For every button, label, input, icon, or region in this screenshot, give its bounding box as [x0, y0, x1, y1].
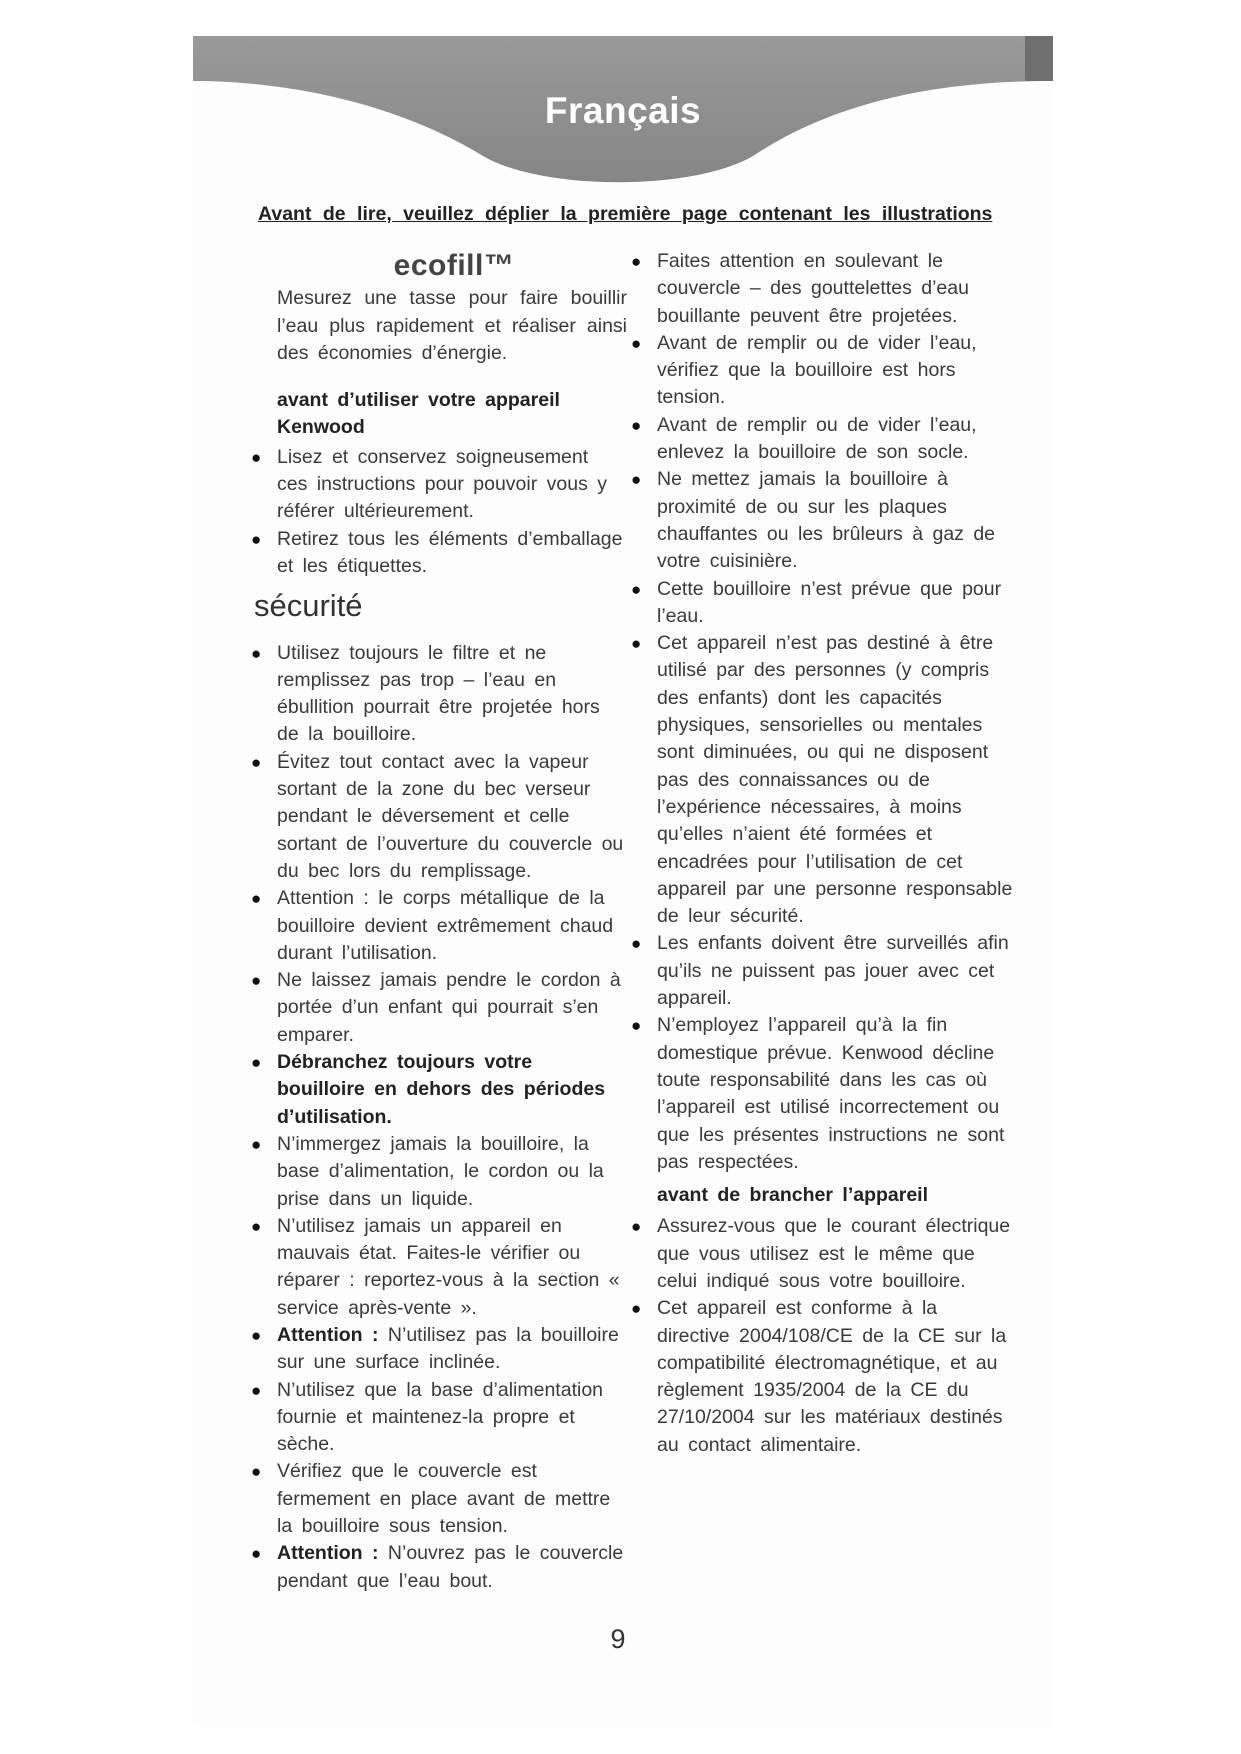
list-item: ● Lisez et conservez soigneusement ces instructions pour pouvoir vous y référer ultérieurement.: [251, 444, 627, 526]
list-item: ● Attention : le corps métallique de la bouilloire devient extrêmement chaud durant l’utilisation.: [251, 885, 627, 967]
list-item: ● Cet appareil est conforme à la directive 2004/108/CE de la CE sur la compatibilité électromagnétique, et au règlement 1935/2004 de la CE du 27/10/2004 sur les matériaux destinés au contact alimentaire.: [631, 1295, 1015, 1459]
language-title: Français: [544, 90, 702, 131]
pre-read-notice: Avant de lire, veuillez déplier la première page contenant les illustrations: [258, 203, 993, 225]
list-item: ● Vérifiez que le couvercle est fermement en place avant de mettre la bouilloire sous tension.: [251, 1458, 627, 1540]
list-item-bold: ● Débranchez toujours votre bouilloire en dehors des périodes d’utilisation.: [251, 1049, 627, 1131]
attention-label: Attention :: [277, 1542, 379, 1565]
left-column: [251, 249, 627, 1595]
list-item: ● Faites attention en soulevant le couvercle – des gouttelettes d’eau bouillante peuvent être projetées.: [631, 248, 1015, 330]
list-item: ● Cet appareil n’est pas destiné à être utilisé par des personnes (y compris des enfants) dont les capacités physiques, sensorielles ou mentales sont diminuées, ou qui ne disposent pas des connaissances ou de l’expérience nécessaires, à moins qu’elles n’aient été formées et encadrées pour l’utilisation de cet appareil par une personne responsable de leur sécurité.: [631, 630, 1015, 930]
list-item: ● Ne mettez jamais la bouilloire à proximité de ou sur les plaques chauffantes ou les brûleurs à gaz de votre cuisinière.: [631, 466, 1015, 575]
attention-text: N’utilisez pas la bouilloire sur une surface inclinée.: [277, 1323, 619, 1374]
before-use-heading: avant d’utiliser votre appareil Kenwood: [277, 389, 560, 439]
page-number: 9: [610, 1624, 626, 1654]
list-item: ● Avant de remplir ou de vider l’eau, enlevez la bouilloire de son socle.: [631, 412, 1015, 467]
list-item-attention: [251, 1322, 627, 1377]
list-item: ● N’utilisez jamais un appareil en mauvais état. Faites-le vérifier ou réparer : reportez-vous à la section « service après-vente ».: [251, 1213, 627, 1322]
list-item: ● Utilisez toujours le filtre et ne remplissez pas trop – l’eau en ébullition pourrait être projetée hors de la bouilloire.: [251, 640, 627, 749]
list-item: ● Avant de remplir ou de vider l’eau, vérifiez que la bouilloire est hors tension.: [631, 330, 1015, 412]
right-column: [631, 248, 1015, 1459]
ecofill-brand: ecofill™: [393, 249, 515, 282]
list-item: ● Ne laissez jamais pendre le cordon à portée d’un enfant qui pourrait s’en emparer.: [251, 967, 627, 1049]
list-item: ● N’employez l’appareil qu’à la fin domestique prévue. Kenwood décline toute responsabilité dans les cas où l’appareil est utilisé incorrectement ou que les présentes instructions ne sont pas respectées.: [631, 1012, 1015, 1176]
before-plug-heading: avant de brancher l’appareil: [657, 1184, 929, 1207]
safety-list-left: [251, 640, 627, 1595]
list-item: ● Les enfants doivent être surveillés afin qu’ils ne puissent pas jouer avec cet appareil.: [631, 930, 1015, 1012]
list-item: ● Évitez tout contact avec la vapeur sortant de la zone du bec verseur pendant le déversement et celle sortant de l’ouverture du couvercle ou du bec lors du remplissage.: [251, 749, 627, 885]
ecofill-intro: Mesurez une tasse pour faire bouillir l’eau plus rapidement et réaliser ainsi des économies d’énergie.: [277, 287, 627, 364]
list-item: ● Assurez-vous que le courant électrique que vous utilisez est le même que celui indiqué sous votre bouilloire.: [631, 1213, 1015, 1295]
attention-label: Attention :: [277, 1323, 379, 1346]
before-plug-list: [631, 1213, 1015, 1459]
list-item: ● Cette bouilloire n’est prévue que pour l’eau.: [631, 576, 1015, 631]
before-use-list: [251, 444, 627, 580]
list-item: ● Retirez tous les éléments d’emballage et les étiquettes.: [251, 526, 627, 581]
attention-text: N’ouvrez pas le couvercle pendant que l’eau bout.: [277, 1542, 624, 1592]
list-item-attention: [251, 1540, 627, 1595]
safety-list-right: [631, 248, 1015, 1176]
safety-title: sécurité: [254, 588, 363, 624]
list-item: ● N’immergez jamais la bouilloire, la base d’alimentation, le cordon ou la prise dans un liquide.: [251, 1131, 627, 1213]
list-item: ● N’utilisez que la base d’alimentation fournie et maintenez-la propre et sèche.: [251, 1377, 627, 1459]
